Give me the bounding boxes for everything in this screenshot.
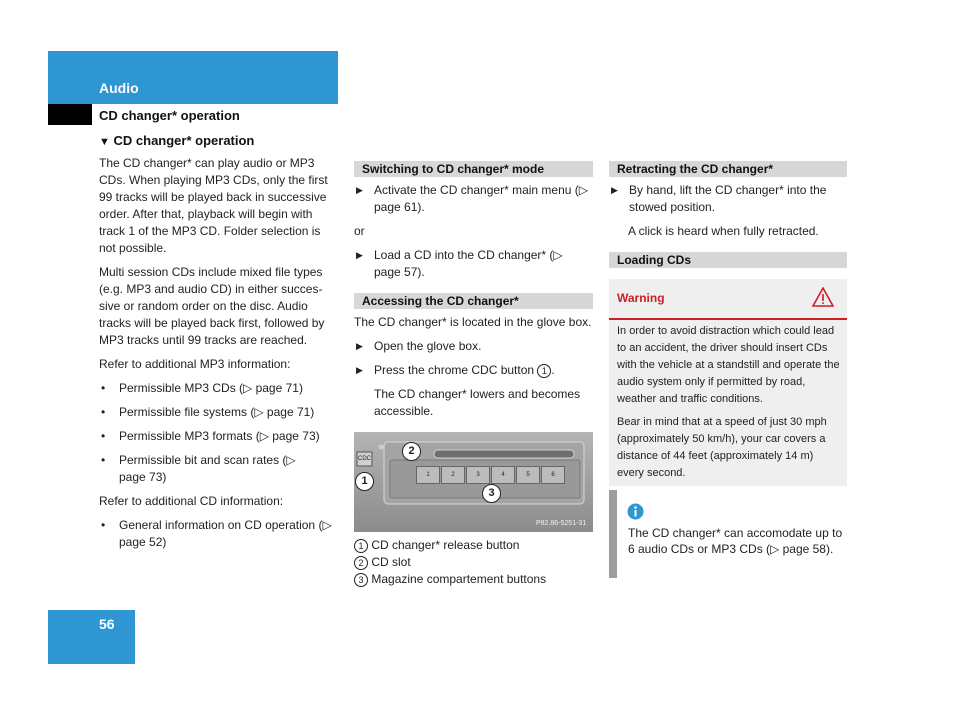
step [354, 338, 593, 355]
header-bar [48, 51, 338, 104]
list-item: • Permissible bit and scan rates (▷ page 73) [99, 452, 309, 486]
triangle-right-icon: ▶ [611, 185, 618, 195]
callout-number: 1 [537, 364, 551, 378]
mp3-info-list [99, 380, 339, 486]
warning-divider [609, 318, 847, 320]
access-heading: Accessing the CD changer* [354, 293, 593, 309]
magazine-button-5[interactable]: 5 [516, 466, 540, 484]
legend-text: Magazine compartement buttons [371, 572, 547, 586]
warning-text [617, 323, 841, 488]
paragraph: The CD changer* can play audio or MP3 CDs. When playing MP3 CDs, only the first 99 tracks will be played back in successive order. After that, playback will begin with track 1 of the MP3 CD. Folder selection is not possible. [99, 156, 328, 255]
paragraph: Multi session CDs include mixed file types (e.g. MP3 and audio CD) in either succes-sive or random order on the disc. Audio tracks will be played back first, followed by MP3 tracks until 99 tracks are reached. [99, 265, 325, 347]
switch-heading: Switching to CD changer* mode [354, 161, 593, 177]
warning-paragraph: In order to avoid distraction which could lead to an accident, the driver should insert CDs with the vehicle at a standstill and operate the audio system only if permitted by road, weather and traffic conditions. [617, 325, 840, 405]
legend-text: CD slot [371, 555, 411, 569]
callout-2: 2 [402, 442, 421, 461]
warning-paragraph: Bear in mind that at a speed of just 30 mph (approximately 50 km/h), your car covers a distance of 44 feet (approximately 14 m) every second. [617, 416, 827, 479]
column-intro [99, 155, 339, 558]
page-number-box [48, 610, 135, 664]
step-text: Open the glove box. [374, 339, 482, 353]
triangle-right-icon: ▶ [356, 365, 363, 375]
legend-item [354, 571, 593, 588]
legend-item [354, 554, 593, 571]
note-bar [609, 490, 617, 578]
step-text: Activate the CD changer* main menu (▷ page 61). [374, 183, 588, 214]
callout-3: 3 [482, 484, 501, 503]
callout-1: 1 [355, 472, 374, 491]
legend-text: CD changer* release button [371, 538, 520, 552]
or-text: or [354, 224, 365, 238]
legend-number: 2 [354, 556, 368, 570]
paragraph: Refer to additional CD information: [99, 494, 284, 508]
step [354, 182, 593, 216]
section-tab-marker [48, 104, 92, 125]
retract-heading: Retracting the CD changer* [609, 161, 847, 177]
step [354, 247, 593, 281]
page-heading [99, 133, 254, 148]
magazine-button-6[interactable]: 6 [541, 466, 565, 484]
retract-result: A click is heard when fully retracted. [628, 224, 819, 238]
subsection-title: CD changer* operation [99, 108, 240, 123]
magazine-button-3[interactable]: 3 [466, 466, 490, 484]
triangle-down-icon: ▼ [99, 136, 110, 148]
note-text: The CD changer* can accomodate up to 6 audio CDs or MP3 CDs (▷ page 58). [628, 526, 843, 556]
page-number: 56 [99, 616, 115, 632]
info-icon [627, 503, 644, 520]
list-item: • Permissible MP3 formats (▷ page 73) [99, 428, 339, 445]
magazine-button-4[interactable]: 4 [491, 466, 515, 484]
warning-title: Warning [617, 291, 665, 305]
list-item: • Permissible MP3 CDs (▷ page 71) [99, 380, 339, 397]
warning-triangle-icon [812, 287, 834, 307]
step-text: Press the chrome CDC button [374, 363, 535, 377]
column-accessing [354, 293, 593, 420]
legend-item [354, 537, 593, 554]
triangle-right-icon: ▶ [356, 341, 363, 351]
paragraph: Refer to additional MP3 information: [99, 357, 291, 371]
cd-info-list [99, 517, 339, 551]
column-retracting [609, 161, 847, 240]
step-text: By hand, lift the CD changer* into the stowed position. [629, 183, 827, 214]
list-item: • General information on CD operation (▷ page 52) [99, 517, 334, 551]
magazine-buttons [416, 466, 566, 484]
image-code: P82.86-5251-31 [536, 520, 587, 527]
step-text: Load a CD into the CD changer* (▷ page 57). [374, 248, 563, 279]
step [354, 362, 593, 379]
legend-number: 3 [354, 573, 368, 587]
heading-text: CD changer* operation [113, 133, 255, 148]
step-text-end: . [551, 363, 555, 377]
column-switching [354, 161, 593, 281]
magazine-button-2[interactable]: 2 [441, 466, 465, 484]
magazine-button-1[interactable]: 1 [416, 466, 440, 484]
loading-heading: Loading CDs [609, 252, 847, 268]
cd-changer-image [354, 432, 593, 532]
image-legend [354, 537, 593, 588]
legend-number: 1 [354, 539, 368, 553]
section-title: Audio [99, 80, 139, 96]
access-intro: The CD changer* is located in the glove box. [354, 315, 592, 329]
list-item: • Permissible file systems (▷ page 71) [99, 404, 339, 421]
step [609, 182, 847, 216]
triangle-right-icon: ▶ [356, 250, 363, 260]
access-result: The CD changer* lowers and becomes accessible. [374, 387, 581, 418]
cdc-button-label: CDC [358, 456, 371, 462]
triangle-right-icon: ▶ [356, 185, 363, 195]
